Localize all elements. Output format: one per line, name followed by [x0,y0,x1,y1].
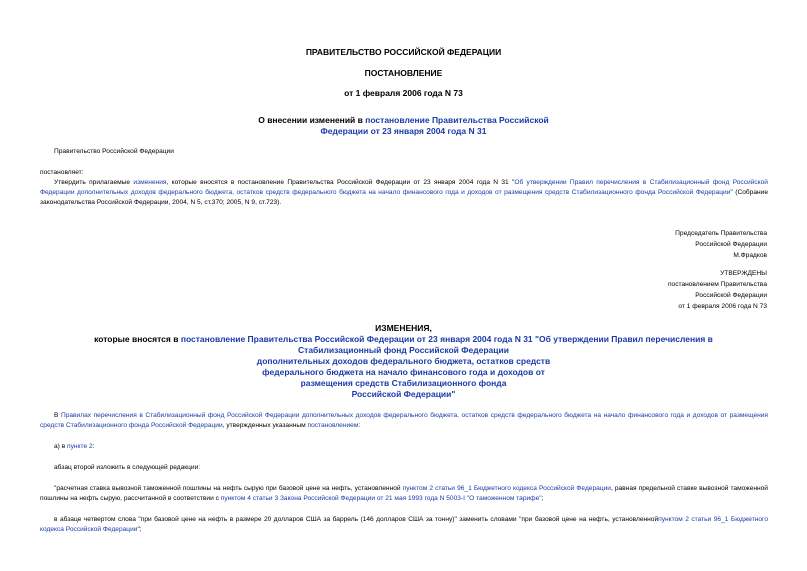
signature-block [675,228,767,261]
changes-subtitle-line1: которые вносятся в постановление Правительства Российской Федерации от 23 января 2004 года N 31 "Об утверждении Правил перечисления в [94,334,713,344]
changes-heading [0,323,807,400]
p1-text-a: Утвердить прилагаемые [54,179,134,186]
changes-subtitle-line5[interactable]: размещения средств Стабилизационного фонда [300,378,507,388]
government-heading: ПРАВИТЕЛЬСТВО РОССИЙСКОЙ ФЕДЕРАЦИИ [305,47,502,57]
item-a-paragraph: а) в пункте 2: [54,443,95,450]
signature-position: Председатель Правительства [675,230,767,237]
document-subject [0,115,807,137]
signature-name: М.Фрадков [733,252,767,259]
rules-link[interactable]: Правилах перечисления в Стабилизационный фонд Российской Федерации дополнительных доходов федерального бюджета, остатков средств федерального бюджета на начало финансового года и доходов от размещения средств Стабилизационного фонда Российской Федерации [40,412,769,429]
item-2-link[interactable]: пункте 2 [67,443,93,450]
customs-law-link[interactable]: пунктом 4 статьи 3 Закона Российской Федерации от 21 мая 1993 года N 5003-I "О таможенном тарифе" [220,495,542,502]
paragraph-four-amendment: в абзаце четвертом слова "при базовой цене на нефть в размере 20 долларов США за баррель (146 долларов США за тонну)" заменить словами "при базовой цене на нефть, установленнойпунктом 2 статьи 96_1 Бюджетного кодекса Российской Федерации"; [40,516,768,533]
subject-link[interactable]: постановление Правительства Российской [365,115,549,125]
approval-title: УТВЕРЖДЕНЫ [720,270,767,277]
changes-title: ИЗМЕНЕНИЯ, [375,323,432,333]
document-type-heading: ПОСТАНОВЛЕНИЕ [364,68,443,78]
changes-subtitle-line6[interactable]: Российской Федерации" [351,389,456,399]
resolution-link[interactable]: постановлением [307,422,359,429]
budget-code-link-2[interactable]: пунктом 2 статьи 96_1 Бюджетного кодекса Российской Федерации [40,516,768,533]
changes-link[interactable]: изменения [133,179,167,186]
subject-link-cont[interactable]: Федерации от 23 января 2004 года N 31 [320,126,487,136]
decides-text: постановляет: [40,169,84,176]
rate-paragraph: "расчетная ставка вывозной таможенной пошлины на нефть сырую при базовой цене на нефть, установленной пунктом 2 статьи 96_1 Бюджетного кодекса Российской Федерации, равная предельной ставке вывозной таможенной пошлины на нефть сырую, рассчитанной в соответствии с пунктом 4 статьи 3 Закона Российской Федерации от 21 мая 1993 года N 5003-I "О таможенном тарифе"; [40,485,768,502]
signature-organization: Российской Федерации [695,241,767,248]
approval-date: от 1 февраля 2006 года N 73 [678,303,767,310]
paragraph-two-note: абзац второй изложить в следующей редакции: [54,464,201,471]
changes-subtitle-line2[interactable]: Стабилизационный фонд Российской Федерации [298,345,509,355]
changes-subtitle-line4[interactable]: федерального бюджета на начало финансового года и доходов от [262,367,545,377]
rules-title-link[interactable]: Об утверждении Правил перечисления в Стабилизационный фонд Российской Федерации дополнительных доходов федерального бюджета, остатков средств федерального бюджета на начало финансового года и доходов от размещения средств Стабилизационного фонда Российской Федерации [40,179,768,196]
budget-code-link[interactable]: пунктом 2 статьи 96_1 Бюджетного кодекса Российской Федерации [402,485,611,492]
approval-block [668,268,767,312]
changes-subtitle-line3[interactable]: дополнительных доходов федерального бюджета, остатков средств [256,356,551,366]
subject-prefix: О внесении изменений в [258,115,366,125]
issuer-text: Правительство Российской Федерации [54,148,174,155]
approval-by: постановлением Правительства [667,281,767,288]
document-date: от 1 февраля 2006 года N 73 [344,88,463,98]
approval-organization: Российской Федерации [695,292,767,299]
changes-subtitle-link[interactable]: постановление Правительства Российской Федерации от 23 января 2004 года N 31 "Об утверждении Правил перечисления в [180,334,713,344]
p1-text-b: , которые вносятся в постановление Правительства Российской Федерации от 23 января 2004 года N 31 " [166,179,515,186]
resolution-paragraph [40,178,768,208]
changes-intro-paragraph: В Правилах перечисления в Стабилизационный фонд Российской Федерации дополнительных доходов федерального бюджета, остатков средств федерального бюджета на начало финансового года и доходов от размещения средств Стабилизационного фонда Российской Федерации, утвержденных указанным постановлением: [40,412,769,429]
p1-text-c: " (Собрание законодательства Российской Федерации, 2004, N 5, ст.370; 2005, N 9, ст.723). [40,189,768,206]
